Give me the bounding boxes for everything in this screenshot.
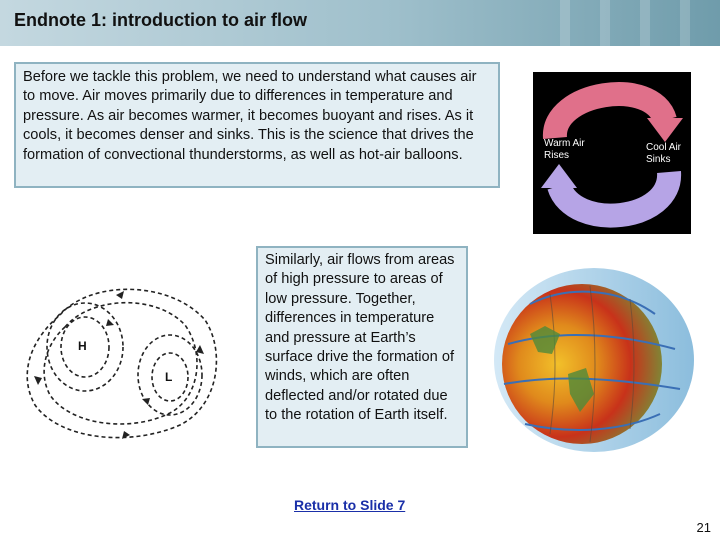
wind-arrow bbox=[106, 319, 114, 326]
page-number: 21 bbox=[696, 520, 711, 535]
title-bar-stripe bbox=[560, 0, 570, 46]
intro-textbox: Before we tackle this problem, we need to understand what causes air to move. Air moves primarily due to differences in temperature and pressure. As air becomes warmer, it becomes buoyant and rises. As it cools, it becomes denser and sinks. This is the science that drives the formation of convectional thunderstorms, as well as hot-air balloons. bbox=[14, 62, 500, 188]
warm-label-line2: Rises bbox=[544, 150, 570, 161]
cool-label-line2: Sinks bbox=[646, 154, 671, 165]
title-bar-stripe bbox=[600, 0, 610, 46]
return-to-slide-link[interactable]: Return to Slide 7 bbox=[294, 497, 406, 513]
low-pressure-label: L bbox=[165, 370, 173, 384]
title-bar bbox=[0, 0, 720, 46]
high-pressure-label: H bbox=[78, 339, 87, 353]
title-bar-stripe bbox=[640, 0, 650, 46]
wind-arrow bbox=[142, 398, 150, 405]
wind-arrow bbox=[116, 291, 124, 299]
wind-arrow bbox=[34, 376, 42, 385]
convection-diagram bbox=[533, 72, 691, 234]
cool-label-line1: Cool Air bbox=[646, 142, 682, 153]
slide-title: Endnote 1: introduction to air flow bbox=[14, 10, 307, 30]
pressure-textbox: Similarly, air flows from areas of high pressure to areas of low pressure. Together, differences in temperature and pressure at Earth’s surface drive the formation of winds, which are often deflected and/or rotated due to the rotation of Earth itself. bbox=[256, 246, 468, 448]
global-wind-globe bbox=[490, 264, 698, 454]
warm-label-line1: Warm Air bbox=[544, 138, 585, 149]
isobar-outer bbox=[27, 289, 216, 437]
pressure-isobar-map bbox=[20, 275, 225, 445]
earth-globe bbox=[502, 284, 662, 444]
title-bar-stripe bbox=[680, 0, 690, 46]
